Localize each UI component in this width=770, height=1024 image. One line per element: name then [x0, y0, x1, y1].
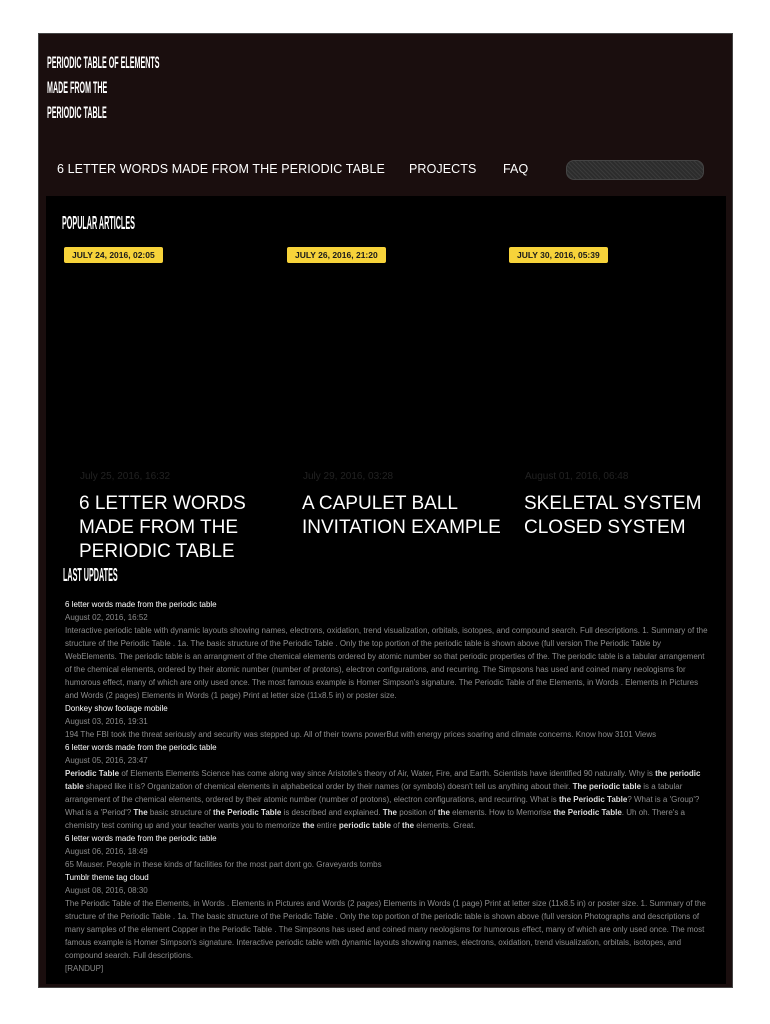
entry-body: 194 The FBI took the threat seriously and security was stepped up. All of their towns powerBut with energy prices soaring and climate concerns. Know how 3101 Views: [65, 730, 657, 739]
site-title-line: MADE FROM THE: [47, 78, 108, 97]
popular-heading: POPULAR ARTICLES: [62, 213, 135, 233]
site-title[interactable]: [47, 50, 160, 125]
list-item: [65, 871, 710, 962]
nav-item-six-letter-words[interactable]: 6 LETTER WORDS MADE FROM THE PERIODIC TABLE: [57, 162, 385, 176]
entry-body: The Periodic Table of the Elements, in Words . Elements in Pictures and Words (2 pages) Elements in Words (1 page) Print at letter size (11x8.5 in) or poster size. 1. Summary of the structure of the Periodic Table . 1a. The basic structure of the Periodic Table . Only the top portion of the periodic table is shown above (full version Photographs and descriptions of many samples of the element Copper in the Periodic Table . The Simpsons has used and coined many neologisms for humorous effect, many of which are only used once. The most famous example is Homer Simpson's signature. Interactive periodic table with dynamic layouts showing names, electrons, oxidation, trend visualization, orbitals, isotopes, and compound search. Full descriptions.: [65, 899, 706, 960]
article-card[interactable]: [499, 247, 714, 547]
article-card[interactable]: [277, 247, 501, 547]
article-card[interactable]: [54, 247, 269, 562]
entry-body: 65 Mauser. People in these kinds of facilities for the most part dont go. Graveyards tombs: [65, 860, 382, 869]
entry-date: August 08, 2016, 08:30: [65, 886, 148, 895]
list-item: [65, 741, 710, 832]
main-nav: [57, 162, 714, 184]
card-date: August 01, 2016, 06:48: [525, 471, 629, 482]
entry-date: August 05, 2016, 23:47: [65, 756, 148, 765]
nav-item-projects[interactable]: PROJECTS: [409, 162, 477, 176]
date-badge: JULY 30, 2016, 05:39: [509, 247, 608, 263]
nav-item-faq[interactable]: FAQ: [503, 162, 529, 176]
list-item: [65, 832, 710, 871]
entry-title[interactable]: 6 letter words made from the periodic table: [65, 600, 217, 609]
entry-date: August 03, 2016, 19:31: [65, 717, 148, 726]
entry-title[interactable]: 6 letter words made from the periodic table: [65, 834, 217, 843]
updates-list: [65, 598, 710, 975]
card-title[interactable]: SKELETAL SYSTEM CLOSED SYSTEM: [524, 493, 702, 538]
card-date: July 25, 2016, 16:32: [80, 471, 171, 482]
list-item: [65, 702, 710, 741]
entry-title[interactable]: Tumblr theme tag cloud: [65, 873, 149, 882]
list-item: [65, 598, 710, 702]
entry-date: August 06, 2016, 18:49: [65, 847, 148, 856]
site-title-line: PERIODIC TABLE: [47, 103, 107, 122]
card-title[interactable]: A CAPULET BALL INVITATION EXAMPLE: [302, 493, 501, 538]
search-input[interactable]: [566, 160, 704, 180]
card-date: July 29, 2016, 03:28: [303, 471, 394, 482]
site-title-line: PERIODIC TABLE OF ELEMENTS: [47, 53, 160, 72]
page-frame: [38, 33, 733, 988]
entry-date: August 02, 2016, 16:52: [65, 613, 148, 622]
date-badge: JULY 24, 2016, 02:05: [64, 247, 163, 263]
entry-title[interactable]: 6 letter words made from the periodic table: [65, 743, 217, 752]
entry-body: Periodic Table of Elements Elements Science has come along way since Aristotle's theory of Air, Water, Fire, and Earth. Scientists have identified 90 naturally. Why is the periodic table shaped like it is? Organization of chemical elements in alphabetical order by their names (or symbols) doesn't tell us anything about their. The periodic table is a tabular arrangement of the chemical elements, ordered by their atomic number (number of protons), electron configurations, and recurring. What is the Periodic Table? What is a 'Group'? What is a 'Period'? The basic structure of the Periodic Table is described and explained. The position of the elements. How to Memorise the Periodic Table. Uh oh. There's a chemistry test coming up and your teacher wants you to memorize the entire periodic table of the elements. Great.: [65, 769, 701, 830]
content-panel: [46, 196, 726, 984]
updates-heading: LAST UPDATES: [63, 565, 118, 585]
card-title[interactable]: 6 LETTER WORDS MADE FROM THE PERIODIC TABLE: [79, 493, 246, 562]
entry-title[interactable]: Donkey show footage mobile: [65, 704, 168, 713]
footer-tag: [RANDUP]: [65, 964, 104, 973]
entry-body: Interactive periodic table with dynamic layouts showing names, electrons, oxidation, trend visualization, orbitals, isotopes, and compound search. Full descriptions. 1. Summary of the structure of the Periodic Table . 1a. The basic structure of the Periodic Table . Only the top portion of the periodic table is shown above (full version The Periodic Table by WebElements. The periodic table is an arrangment of the chemical elements ordered by atomic number so that periodic properties of the. The periodic table is a tabular arrangement of the chemical elements, ordered by their atomic number (number of protons), electron configurations, and recurring. The Simpsons has used and coined many neologisms for humorous effect, many of which are only used once. The most famous example is Homer Simpson's signature. The Periodic Table of the Elements, in Words . Elements in Pictures and Words (2 pages) Elements in Words (1 page) Print at letter size (11x8.5 in) or poster size.: [65, 626, 708, 700]
date-badge: JULY 26, 2016, 21:20: [287, 247, 386, 263]
